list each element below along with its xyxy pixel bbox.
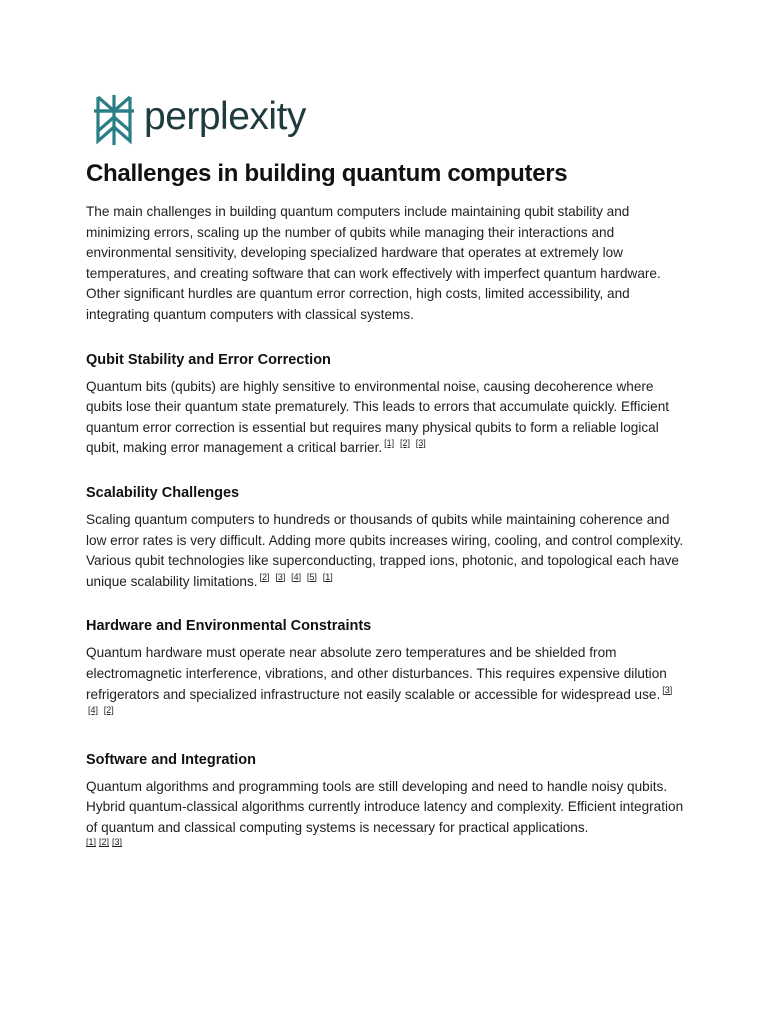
article bbox=[86, 160, 686, 872]
citation-link[interactable]: [3] bbox=[275, 571, 286, 582]
citation-group bbox=[382, 440, 426, 455]
section-body bbox=[86, 777, 686, 839]
citation-group bbox=[258, 571, 333, 589]
citation-link[interactable]: [4] bbox=[88, 705, 99, 716]
section-qubit-stability bbox=[86, 352, 686, 459]
brand-logo bbox=[92, 92, 306, 148]
section-heading: Hardware and Environmental Constraints bbox=[86, 618, 372, 635]
section-text: Scaling quantum computers to hundreds or thousands of qubits while maintaining coherence and low error rates is very difficult. Adding more qubits increases wiring, cooling, and control complexity. Various qubit technologies like superconducting, trapped ions, photonic, and topological each have unique scalability limitations. bbox=[86, 511, 684, 589]
intro-paragraph: The main challenges in building quantum computers include maintaining qubit stability and minimizing errors, scaling up the number of qubits while managing their interactions and environmental sensitivity, developing specialized hardware that operates at extremely low temperatures, and creating software that can work effectively with imperfect quantum hardware. Other significant hurdles are quantum error correction, high costs, limited accessibility, and integrating quantum computers with classical systems. bbox=[86, 204, 661, 322]
section-body bbox=[86, 377, 686, 459]
section-heading: Qubit Stability and Error Correction bbox=[86, 351, 331, 368]
citation-link[interactable]: [2] bbox=[103, 705, 114, 716]
section-software bbox=[86, 752, 686, 847]
section-scalability bbox=[86, 485, 686, 592]
citation-link[interactable]: [2] bbox=[399, 438, 410, 449]
citation-link[interactable]: [3] bbox=[112, 837, 123, 848]
section-text: Quantum hardware must operate near absolute zero temperatures and be shielded from electromagnetic interference, vibrations, and other disturbances. This requires expensive dilution refrigerators and specialized infrastructure not easily scalable or accessible for widespread use. bbox=[86, 645, 667, 702]
section-heading: Software and Integration bbox=[86, 751, 256, 768]
brand-name: perplexity bbox=[144, 95, 306, 138]
section-hardware bbox=[86, 618, 686, 725]
citation-link[interactable]: [3] bbox=[415, 438, 426, 449]
perplexity-logo-icon bbox=[92, 93, 136, 147]
citation-link[interactable]: [1] bbox=[322, 571, 333, 582]
citation-link[interactable]: [4] bbox=[291, 571, 302, 582]
citation-link[interactable]: [2] bbox=[99, 837, 110, 848]
section-heading: Scalability Challenges bbox=[86, 484, 240, 501]
section-text: Quantum algorithms and programming tools are still developing and need to handle noisy qubits. Hybrid quantum-classical algorithms currently introduce latency and complexity. Efficient integration of quantum and classical computing systems is necessary for practical applications. bbox=[86, 778, 684, 835]
section-body bbox=[86, 643, 686, 725]
section-text: Quantum bits (qubits) are highly sensitive to environmental noise, causing decoherence where qubits lose their quantum state prematurely. This leads to errors that accumulate quickly. Efficient quantum error correction is essential but requires many physical qubits to form a reliable logical qubit, making error management a critical barrier. bbox=[86, 378, 670, 456]
section-body bbox=[86, 510, 686, 592]
citation-link[interactable]: [1] bbox=[384, 438, 395, 449]
citation-link[interactable]: [5] bbox=[306, 571, 317, 582]
citation-link[interactable]: [3] bbox=[662, 684, 673, 695]
citation-link[interactable]: [1] bbox=[86, 837, 97, 848]
page-title: Challenges in building quantum computers bbox=[86, 160, 568, 187]
citation-link[interactable]: [2] bbox=[259, 571, 270, 582]
